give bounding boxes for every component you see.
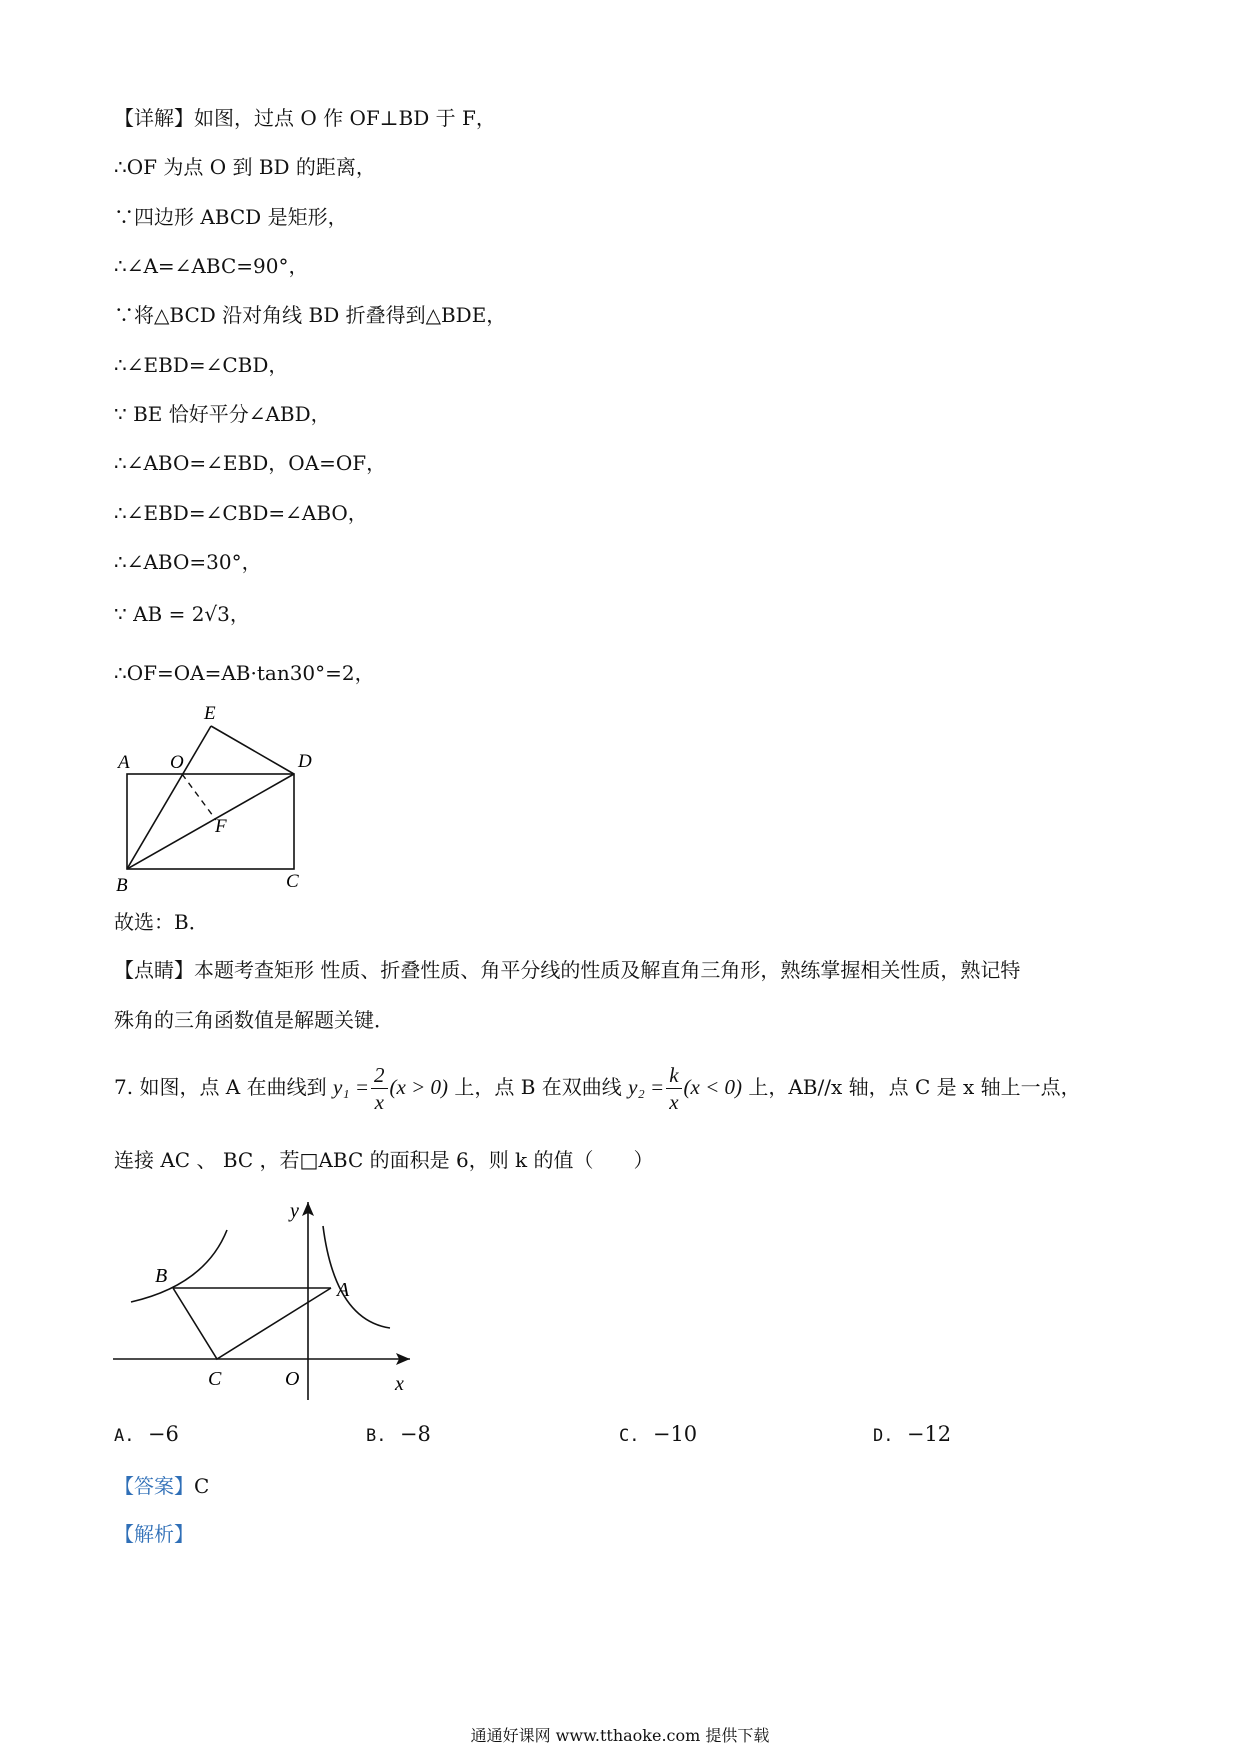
choice-c-letter: C.	[619, 1426, 640, 1446]
choice-d-value: −12	[906, 1422, 952, 1446]
page-footer: 通通好课网 www.tthaoke.com 提供下载	[470, 1726, 770, 1745]
rectangle-fold-figure	[110, 695, 360, 900]
analysis-tag: 【解析】	[114, 1522, 194, 1546]
solution-line-6: ∴∠EBD=∠CBD，	[114, 353, 289, 377]
summary-line-1	[114, 956, 1020, 984]
choice-b-letter: B.	[366, 1426, 387, 1446]
solution-line-8: ∴∠ABO=∠EBD，OA=OF，	[114, 451, 387, 475]
solution-line-4: ∴∠A=∠ABC=90°，	[114, 254, 309, 278]
choice-b	[366, 1420, 431, 1450]
solution-line-11: ∵ AB = 2√3，	[114, 602, 250, 626]
label-C: C	[286, 871, 299, 892]
question-line-2: 连接 AC 、 BC ，若□ABC 的面积是 6，则 k 的值（ ）	[114, 1148, 654, 1172]
point-label-C: C	[208, 1368, 222, 1390]
point-label-B: B	[155, 1265, 168, 1287]
label-A: A	[118, 752, 130, 773]
solution-line-2: ∴OF 为点 O 到 BD 的距离，	[114, 155, 376, 179]
y2-condition: (x < 0)	[683, 1075, 742, 1099]
point-label-A: A	[337, 1279, 350, 1301]
label-E: E	[204, 703, 216, 724]
solution-line-7: ∵ BE 恰好平分∠ABD，	[114, 402, 331, 426]
y2-denominator: x	[669, 1090, 679, 1114]
choice-a-letter: A.	[114, 1426, 135, 1446]
y1-numerator: 2	[371, 1062, 388, 1089]
y1-lhs: y₁ =	[332, 1075, 370, 1099]
origin-label-O: O	[285, 1368, 300, 1390]
y2-fraction	[666, 1062, 681, 1115]
label-D: D	[298, 751, 312, 772]
question-part-1: 7. 如图，点 A 在曲线到	[114, 1075, 333, 1099]
choice-a-value: −6	[147, 1422, 179, 1446]
label-F: F	[215, 816, 227, 837]
choice-c-value: −10	[652, 1422, 698, 1446]
y2-lhs: y₂ =	[628, 1075, 665, 1099]
label-O: O	[170, 752, 184, 773]
answer-line	[114, 1472, 209, 1500]
answer-choice-line: 故选：B．	[114, 910, 209, 934]
choice-d-letter: D.	[873, 1426, 894, 1446]
summary-text: 【点睛】本题考查矩形 性质、折叠性质、角平分线的性质及解直角三角形，熟练掌握相关性质，熟记特	[114, 958, 1021, 982]
solution-line-3: ∵四边形 ABCD 是矩形，	[114, 205, 348, 229]
summary-line-2: 殊角的三角函数值是解题关键．	[114, 1008, 394, 1032]
solution-line-5: ∵将△BCD 沿对角线 BD 折叠得到△BDE，	[114, 303, 507, 327]
choice-a	[114, 1420, 179, 1450]
solution-line-12: ∴OF=OA=AB·tan30°=2，	[114, 661, 375, 685]
solution-line-10: ∴∠ABO=30°，	[114, 550, 262, 574]
solution-line-9: ∴∠EBD=∠CBD=∠ABO，	[114, 501, 368, 525]
question-line-1	[114, 1062, 1081, 1115]
axis-label-y: y	[290, 1200, 299, 1222]
analysis-line	[114, 1520, 194, 1548]
answer-value: C	[194, 1474, 210, 1498]
y1-condition: (x > 0)	[389, 1075, 448, 1099]
choice-b-value: −8	[399, 1422, 431, 1446]
choice-d	[873, 1420, 951, 1450]
answer-tag: 【答案】	[114, 1474, 194, 1498]
y1-fraction	[371, 1062, 388, 1115]
label-B: B	[116, 875, 128, 896]
y2-numerator: k	[666, 1062, 681, 1089]
solution-line-1: 【详解】如图，过点 O 作 OF⊥BD 于 F，	[114, 106, 496, 130]
choice-c	[619, 1420, 697, 1450]
question-part-3: 上，AB//x 轴，点 C 是 x 轴上一点，	[742, 1075, 1081, 1099]
hyperbola-figure	[105, 1190, 425, 1410]
question-part-2: 上，点 B 在双曲线	[448, 1075, 629, 1099]
axis-label-x: x	[395, 1373, 404, 1395]
y1-denominator: x	[374, 1090, 384, 1114]
